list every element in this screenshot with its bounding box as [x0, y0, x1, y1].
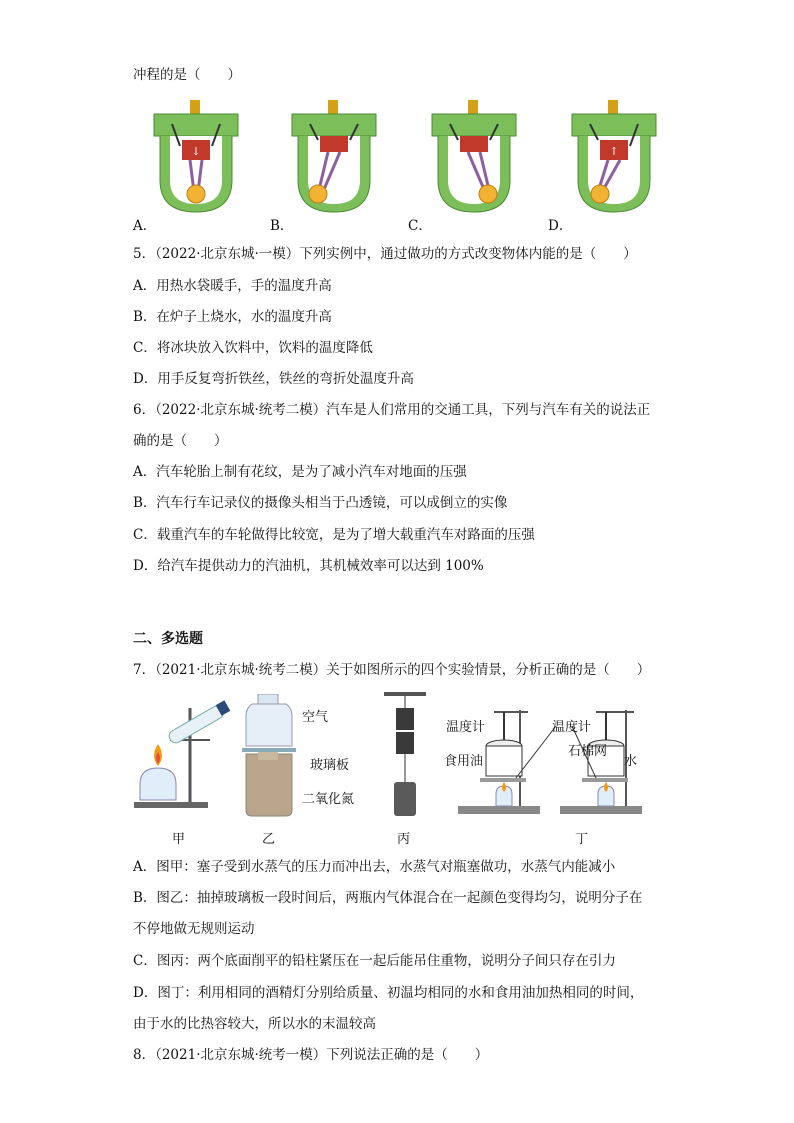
caption-jia: 甲 — [172, 832, 186, 847]
engine-diagram-d — [568, 100, 660, 222]
q5-option-d[interactable]: D．用手反复弯折铁丝，铁丝的弯折处温度升高 — [133, 371, 414, 387]
engine-diagram-b — [288, 100, 380, 222]
q7-option-c[interactable]: C．图丙：两个底面削平的铅柱紧压在一起后能吊住重物，说明分子间只存在引力 — [133, 953, 616, 969]
svg-text:↓: ↓ — [191, 145, 201, 158]
engine-diagram-c — [428, 100, 520, 222]
label-glass-plate: 玻璃板 — [310, 758, 350, 773]
caption-ding: 丁 — [575, 832, 589, 847]
q6-stem-line2: 确的是（ ） — [133, 433, 228, 449]
q4-option-a[interactable]: A． — [133, 218, 157, 234]
q7-option-b-line1[interactable]: B．图乙：抽掉玻璃板一段时间后，两瓶内气体混合在一起颜色变得均匀，说明分子在 — [133, 890, 643, 906]
label-air: 空气 — [302, 710, 329, 725]
svg-text:↑: ↑ — [609, 145, 619, 158]
q6-option-a[interactable]: A．汽车轮胎上制有花纹，是为了减小汽车对地面的压强 — [133, 464, 467, 480]
q5-option-b[interactable]: B．在炉子上烧水，水的温度升高 — [133, 309, 332, 325]
q7-option-d-line2: 由于水的比热容较大，所以水的末温较高 — [133, 1016, 376, 1032]
label-asbestos: 石棉网 — [568, 744, 608, 759]
q4-stem-tail: 冲程的是（ ） — [133, 67, 241, 83]
label-no2: 二氧化氮 — [302, 792, 355, 807]
q4-option-c[interactable]: C． — [408, 218, 432, 234]
figure-yi — [240, 694, 298, 822]
q7-stem: 7．（2021·北京东城·统考二模）关于如图所示的四个实验情景，分析正确的是（ ） — [133, 662, 651, 678]
q5-stem: 5．（2022·北京东城·一模）下列实例中，通过做功的方式改变物体内能的是（ ） — [133, 246, 637, 262]
q5-option-c[interactable]: C．将冰块放入饮料中，饮料的温度降低 — [133, 340, 373, 356]
label-thermometer-2: 温度计 — [552, 720, 592, 735]
figure-bing — [382, 692, 428, 824]
q7-option-d-line1[interactable]: D．图丁：利用相同的酒精灯分别给质量、初温均相同的水和食用油加热相同的时间， — [133, 985, 644, 1001]
q4-option-b[interactable]: B． — [270, 218, 294, 234]
q8-stem: 8．（2021·北京东城·统考一模）下列说法正确的是（ ） — [133, 1047, 489, 1063]
q4-option-d[interactable]: D． — [548, 218, 573, 234]
q6-option-b[interactable]: B．汽车行车记录仪的摄像头相当于凸透镜，可以成倒立的实像 — [133, 495, 508, 511]
figure-jia — [130, 688, 240, 822]
label-oil: 食用油 — [444, 754, 484, 769]
q7-option-b-line2: 不停地做无规则运动 — [133, 921, 255, 937]
label-water: 水 — [624, 754, 638, 769]
q6-stem-line1: 6．（2022·北京东城·统考二模）汽车是人们常用的交通工具，下列与汽车有关的说法正 — [133, 402, 651, 418]
q6-option-c[interactable]: C．载重汽车的车轮做得比较宽，是为了增大载重汽车对路面的压强 — [133, 527, 535, 543]
caption-bing: 丙 — [397, 832, 411, 847]
engine-diagram-a — [150, 100, 242, 222]
q7-option-a[interactable]: A．图甲：塞子受到水蒸气的压力而冲出去，水蒸气对瓶塞做功，水蒸气内能减小 — [133, 859, 616, 875]
label-thermometer-1: 温度计 — [446, 720, 486, 735]
caption-yi: 乙 — [262, 832, 276, 847]
q5-option-a[interactable]: A．用热水袋暖手，手的温度升高 — [133, 278, 332, 294]
section-heading: 二、多选题 — [133, 631, 203, 647]
q6-option-d[interactable]: D．给汽车提供动力的汽油机，其机械效率可以达到 100% — [133, 558, 484, 574]
